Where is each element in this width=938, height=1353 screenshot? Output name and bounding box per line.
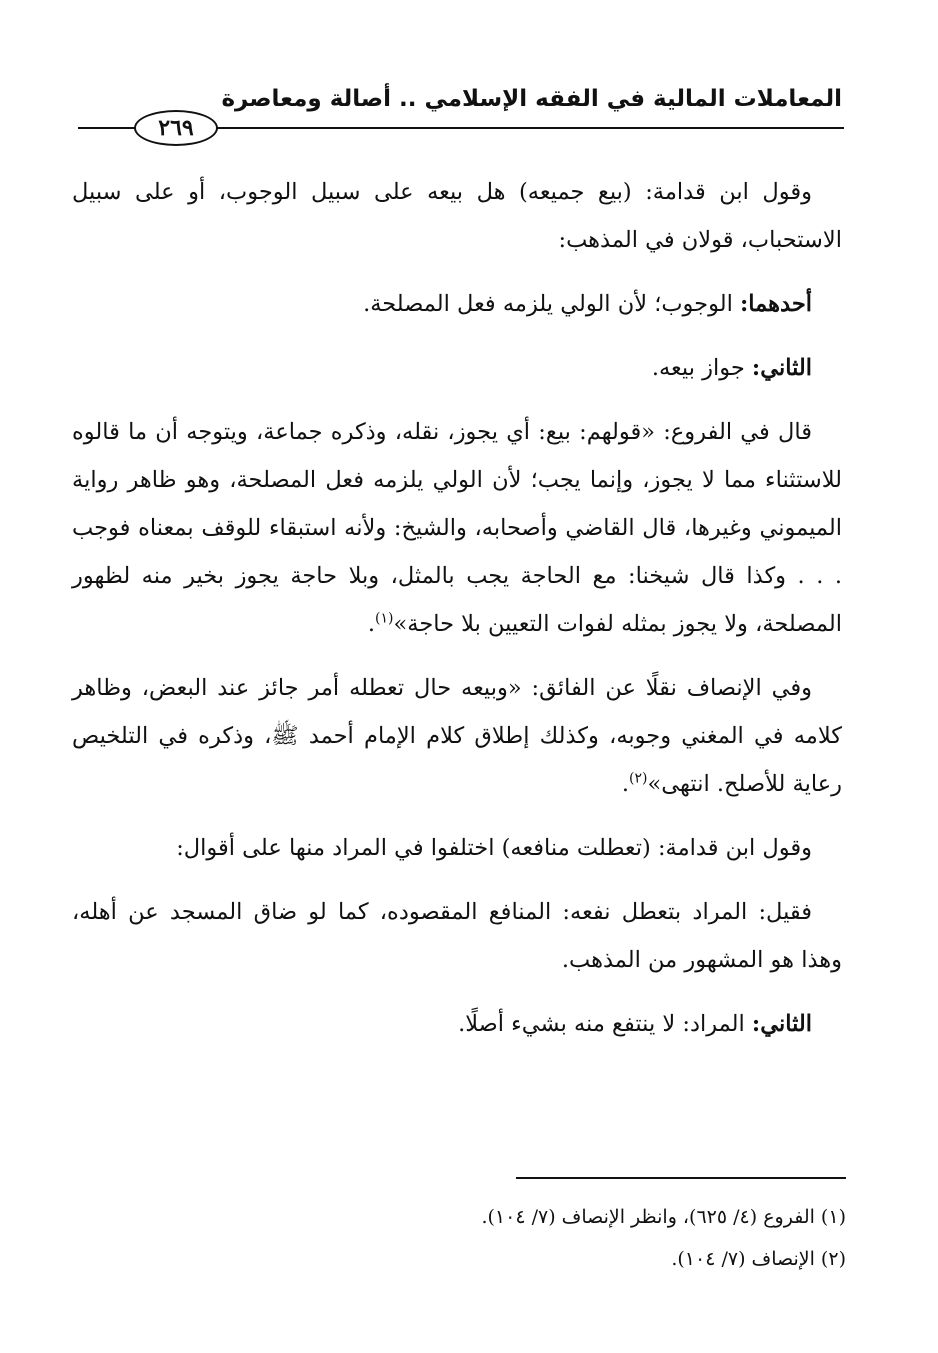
paragraph-2-text: الوجوب؛ لأن الولي يلزمه فعل المصلحة. xyxy=(363,291,740,317)
main-text xyxy=(72,168,842,1064)
paragraph-6: وقول ابن قدامة: (تعطلت منافعه) اختلفوا في المراد منها على أقوال: xyxy=(176,835,812,861)
paragraph-8-lead: الثاني: xyxy=(751,1011,812,1037)
paragraph-5-end: . xyxy=(621,771,630,797)
paragraph-7: فقيل: المراد بتعطل نفعه: المنافع المقصوده، كما لو ضاق المسجد عن أهله، وهذا هو المشهور من المذهب. xyxy=(72,899,842,973)
paragraph-2-lead: أحدهما: xyxy=(739,291,812,317)
footnote-2: (٢) الإنصاف (٧/ ١٠٤). xyxy=(671,1248,846,1270)
paragraph-2 xyxy=(72,280,842,328)
paragraph-4-end: . xyxy=(367,611,376,637)
footnote-separator xyxy=(516,1177,846,1179)
paragraph-3-text: جواز بيعه. xyxy=(651,355,752,381)
paragraph-8-text: المراد: لا ينتفع منه بشيء أصلًا. xyxy=(458,1011,752,1037)
paragraph-3 xyxy=(72,344,842,392)
paragraph-5-text: وفي الإنصاف نقلًا عن الفائق: «وبيعه حال تعطله أمر جائز عند البعض، وظاهر كلامه في المغني وجوبه، وكذلك إطلاق كلام الإمام أحمد ﷺ، وذكره في التلخيص رعاية للأصلح. انتهى» xyxy=(72,675,842,797)
footnote-ref-2: (٢) xyxy=(629,770,648,787)
running-header-title: المعاملات المالية في الفقه الإسلامي .. أصالة ومعاصرة xyxy=(221,86,842,112)
footnote-1: (١) الفروع (٤/ ٦٢٥)، وانظر الإنصاف (٧/ ١٠٤). xyxy=(481,1206,846,1228)
footnote-ref-1: (١) xyxy=(375,610,394,627)
paragraph-3-lead: الثاني: xyxy=(751,355,812,381)
paragraph-4-text: قال في الفروع: «قولهم: بيع: أي يجوز، نقله، وذكره جماعة، ويتوجه أن ما قالوه للاستثناء مما لا يجوز، وإنما يجب؛ لأن الولي يلزمه فعل المصلحة، وهو ظاهر رواية الميموني وغيرها، قال القاضي وأصحابه، والشيخ: ولأنه استبقاء للوقف بمعناه فوجب . . . وكذا قال شيخنا: مع الحاجة يجب بالمثل، وبلا حاجة يجوز بخير منه لظهور المصلحة، ولا يجوز بمثله لفوات التعيين بلا حاجة» xyxy=(72,419,842,637)
paragraph-8 xyxy=(72,1000,842,1048)
page-number: ٢٦٩ xyxy=(134,110,218,146)
paragraph-5 xyxy=(72,664,842,808)
paragraph-4 xyxy=(72,408,842,648)
footnotes xyxy=(86,1196,846,1280)
paragraph-1: وقول ابن قدامة: (بيع جميعه) هل بيعه على سبيل الوجوب، أو على سبيل الاستحباب، قولان في المذهب: xyxy=(72,179,842,253)
